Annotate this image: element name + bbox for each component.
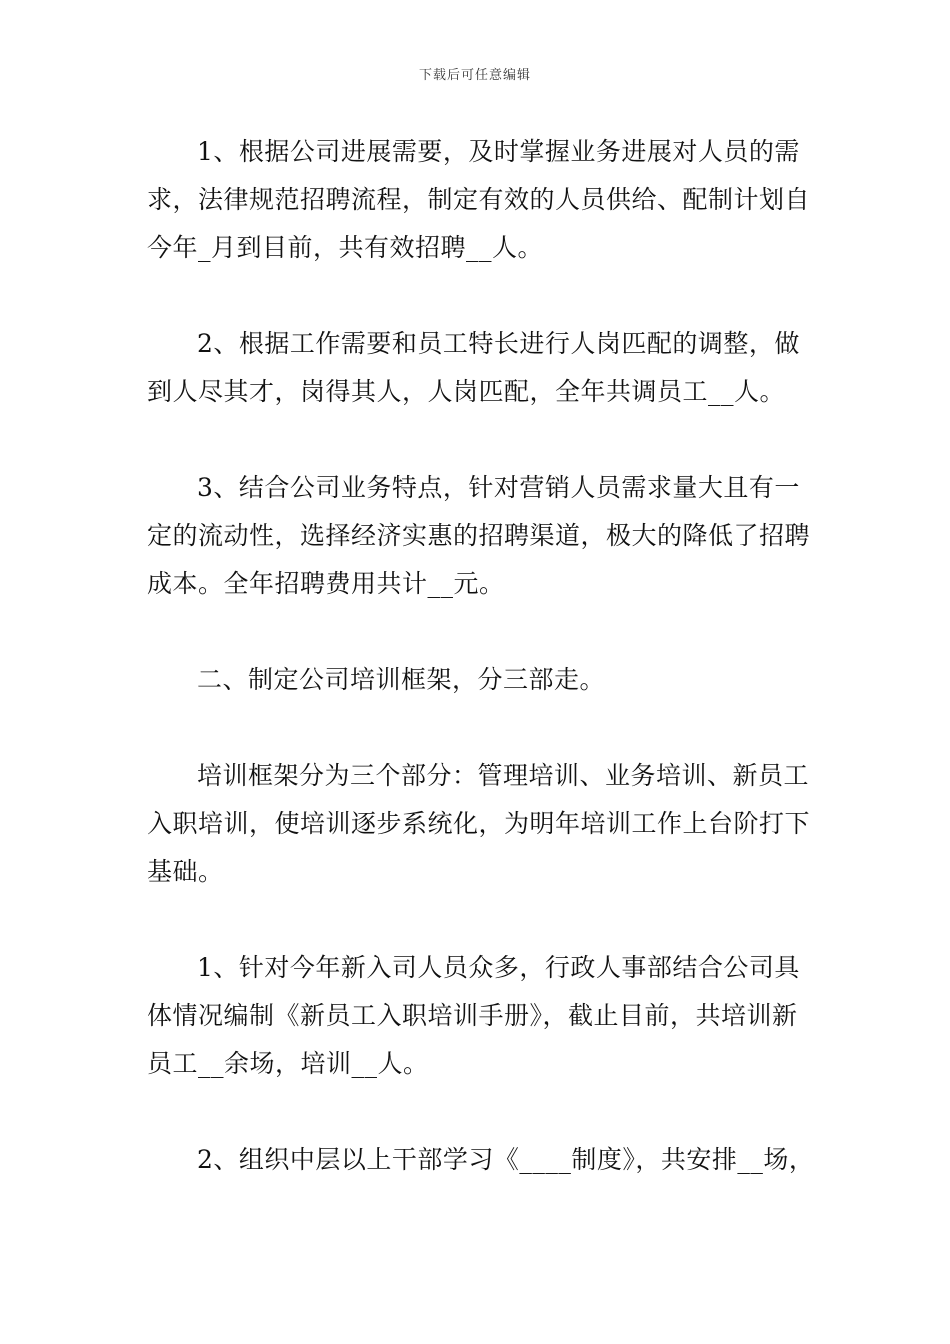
paragraph-recruitment-channels: 3、结合公司业务特点，针对营销人员需求量大且有一定的流动性，选择经济实惠的招聘渠道，极大的降低了招聘成本。全年招聘费用共计__元。 — [147, 473, 811, 598]
section-heading-training-framework: 二、制定公司培训框架，分三部走。 — [197, 665, 606, 694]
paragraph-recruitment-planning: 1、根据公司进展需要，及时掌握业务进展对人员的需求，法律规范招聘流程，制定有效的人员供给、配制计划自今年_月到目前，共有效招聘__人。 — [147, 137, 811, 262]
paragraph-new-employee-training: 1、针对今年新入司人员众多，行政人事部结合公司具体情况编制《新员工入职培训手册》，截止目前，共培训新员工__余场，培训__人。 — [147, 953, 800, 1078]
paragraph-position-matching: 2、根据工作需要和员工特长进行人岗匹配的调整，做到人尽其才，岗得其人，人岗匹配，全年共调员工__人。 — [147, 329, 800, 406]
paragraph-management-training: 2、组织中层以上干部学习《____制度》，共安排__场， — [197, 1145, 815, 1174]
document-body — [147, 128, 817, 1184]
page-header: 下载后可任意编辑 — [418, 68, 531, 83]
paragraph-training-overview: 培训框架分为三个部分：管理培训、业务培训、新员工入职培训，使培训逐步系统化，为明年培训工作上台阶打下基础。 — [147, 761, 811, 886]
